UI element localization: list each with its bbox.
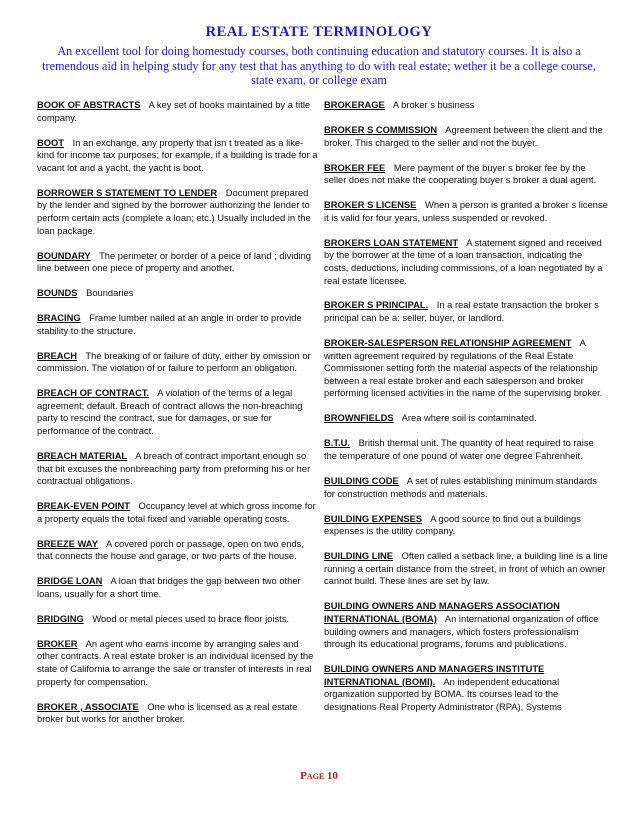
glossary-entry	[324, 337, 608, 400]
glossary-entry	[37, 575, 320, 600]
glossary-term: BRACING	[37, 313, 81, 324]
glossary-entry	[324, 199, 608, 224]
glossary-entry	[324, 299, 608, 324]
glossary-entry	[37, 613, 320, 626]
glossary-definition: Document prepared by the lender and signed by the borrower authorizing the lender to perform certain acts (complete a loan; etc.) Usually included in the loan package.	[37, 187, 311, 236]
glossary-entry	[324, 437, 608, 462]
glossary-definition: A violation of the terms of a legal agreement; default. Breach of contract allows the non-breaching party to rescind the contract, sue for damages, or sue for performance of the contract.	[37, 388, 303, 437]
glossary-definition: Area where soil is contaminated.	[401, 413, 537, 424]
glossary-definition: An international organization of office building owners and managers, which fosters professionalism through its educational programs, forums and publications.	[324, 613, 599, 650]
glossary-definition: Frame lumber nailed at an angle in order to provide stability to the structure.	[37, 313, 302, 336]
glossary-definition: A statement signed and received by the borrower at the time of a loan transaction, indicating the costs, deductions, including commissions, of a loan negotiated by a real estate licensee.	[324, 237, 603, 286]
glossary-definition: One who is licensed as a real estate broker but works for another broker.	[37, 701, 298, 725]
glossary-entry	[37, 99, 320, 124]
glossary-term: B.T.U.	[324, 438, 350, 449]
glossary-term: BUILDING OWNERS AND MANAGERS ASSOCIATION INTERNATIONAL (BOMA)	[324, 601, 560, 624]
glossary-definition: British thermal unit. The quantity of heat required to raise the temperature of one pound of water one degree Fahrenheit.	[324, 438, 594, 461]
glossary-term: BOOK OF ABSTRACTS	[37, 100, 141, 110]
glossary-definition: Mere payment of the buyer s broker fee by the seller does not make the cooperating buyer s broker a dual agent.	[324, 162, 597, 186]
glossary-term: BREAK-EVEN POINT	[37, 501, 130, 512]
glossary-term: BROKERAGE	[324, 100, 385, 110]
glossary-term: BORROWER S STATEMENT TO LENDER	[37, 187, 218, 198]
glossary-term: BUILDING CODE	[324, 475, 399, 486]
left-column	[37, 99, 320, 738]
glossary-entry	[324, 412, 608, 425]
glossary-entry	[37, 500, 320, 525]
glossary-definition: A written agreement required by regulations of the Real Estate Commissioner setting forth the material aspects of the relationship between a real estate broker and each salesperson and broker performing licensed activities in the name of the supervising broker.	[324, 338, 603, 399]
glossary-entry	[324, 124, 608, 149]
glossary-definition: A breach of contract important enough so that bit excuses the nonbreaching party from preforming his or her contractual obligations.	[37, 451, 311, 487]
glossary-entry	[324, 550, 608, 588]
glossary-entry	[324, 237, 608, 287]
glossary-term: BOUNDS	[37, 288, 78, 299]
glossary-definition: A key set of books maintained by a title company.	[37, 100, 311, 123]
glossary-entry	[37, 137, 320, 175]
glossary-term: BREACH MATERIAL	[37, 451, 128, 461]
glossary-term: BUILDING LINE	[324, 551, 394, 562]
glossary-definition: A loan that bridges the gap between two other loans, usually for a short time.	[37, 576, 301, 599]
page-subtitle: An excellent tool for doing homestudy courses, both continuing education and statutory courses. It is also a tremendous aid in helping study for any test that has anything to do with real estate; wether it be a college course, state exam, or college exam	[42, 44, 596, 88]
glossary-entry	[324, 513, 608, 538]
glossary-definition: An agent who earns income by arranging sales and other contracts. A real estate broker is an individual licensed by the state of California to arrange the sale or transfer of interests in real property for compensation.	[37, 638, 314, 687]
glossary-entry	[37, 187, 320, 237]
glossary-entry	[324, 663, 608, 713]
glossary-definition: Agreement between the client and the broker. This charged to the seller and not the buyer.	[324, 124, 603, 148]
glossary-definition: Occupancy level at which gross income for a property equals the total fixed and variable operating costs.	[37, 501, 316, 524]
glossary-definition: In an exchange, any property that isn t treated as a like-kind for income tax purposes; for example, if a building is trade for a vacant lot and a yacht, the yacht is boot.	[37, 137, 318, 173]
page-number: Page 10	[300, 770, 338, 782]
glossary-definition: A good source to find out a buildings expenses is the utility company.	[324, 513, 581, 537]
glossary-definition: When a person is granted a broker s license it is valid for four years, unless suspended or revoked.	[324, 200, 608, 223]
glossary-definition: Boundaries	[86, 288, 134, 299]
glossary-entry	[324, 162, 608, 187]
glossary-term: BROWNFIELDS	[324, 413, 394, 424]
glossary-entry	[37, 287, 320, 300]
glossary-definition: The breaking of or failure of duty, either by omission or commission. The violation of or failure to perform an obligation.	[37, 350, 311, 374]
glossary-term: BROKER-SALESPERSON RELATIONSHIP AGREEMENT	[324, 338, 572, 349]
glossary-term: BUILDING OWNERS AND MANAGERS INSTITUTE INTERNATIONAL (BOMI).	[324, 664, 545, 687]
glossary-term: BROKERS LOAN STATEMENT	[324, 237, 459, 248]
glossary-definition: Wood or metal pieces used to brace floor joists.	[92, 613, 289, 624]
glossary-definition: A set of rules establishing minimum standards for construction methods and materials.	[324, 475, 597, 499]
glossary-term: BREACH	[37, 350, 77, 361]
glossary-term: BREEZE WAY	[37, 538, 98, 549]
glossary-term: BREACH OF CONTRACT.	[37, 388, 150, 399]
glossary-term: BROKER S PRINCIPAL.	[324, 300, 429, 311]
glossary-entry	[324, 600, 608, 650]
glossary-entry	[37, 250, 320, 275]
glossary-term: BOOT	[37, 137, 64, 148]
glossary-entry	[324, 475, 608, 500]
glossary-term: BOUNDARY	[37, 250, 91, 261]
glossary-term: BROKER S LICENSE	[324, 200, 417, 211]
glossary-definition: The perimeter or border of a peice of land ; dividing line between one piece of property and another.	[37, 250, 311, 274]
glossary-term: BROKER FEE	[324, 162, 386, 173]
glossary-entry	[37, 538, 320, 563]
glossary-entry	[37, 350, 320, 375]
glossary-term: BROKER , ASSOCIATE	[37, 701, 139, 712]
glossary-definition: A broker s business	[392, 100, 475, 110]
glossary-definition: Often called a setback line, a building line is a line running a certain distance from the street, in front of which an owner cannot build. These lines are set by law.	[324, 551, 608, 587]
glossary-definition: An independent educational organization supported by BOMA. Its courses lead to the designations Real Property Administrator (RPA), Systems	[324, 676, 562, 712]
glossary-term: BRIDGE LOAN	[37, 576, 103, 587]
right-column	[324, 99, 608, 726]
page-title: REAL ESTATE TERMINOLOGY	[205, 24, 433, 40]
glossary-term: BROKER S COMMISSION	[324, 124, 438, 135]
glossary-entry	[37, 450, 320, 488]
glossary-definition: A covered porch or passage, open on two ends, that connects the house and garage, or two parts of the house.	[37, 538, 304, 562]
glossary-entry	[324, 99, 608, 112]
glossary-term: BROKER	[37, 638, 78, 649]
glossary-entry	[37, 638, 320, 688]
glossary-term: BUILDING EXPENSES	[324, 513, 423, 524]
glossary-definition: In a real estate transaction the broker s principal can be a: seller, buyer, or landlord.	[324, 300, 599, 324]
glossary-term: BRIDGING	[37, 613, 84, 624]
glossary-entry	[37, 312, 320, 337]
glossary-entry	[37, 701, 320, 726]
glossary-entry	[37, 387, 320, 437]
